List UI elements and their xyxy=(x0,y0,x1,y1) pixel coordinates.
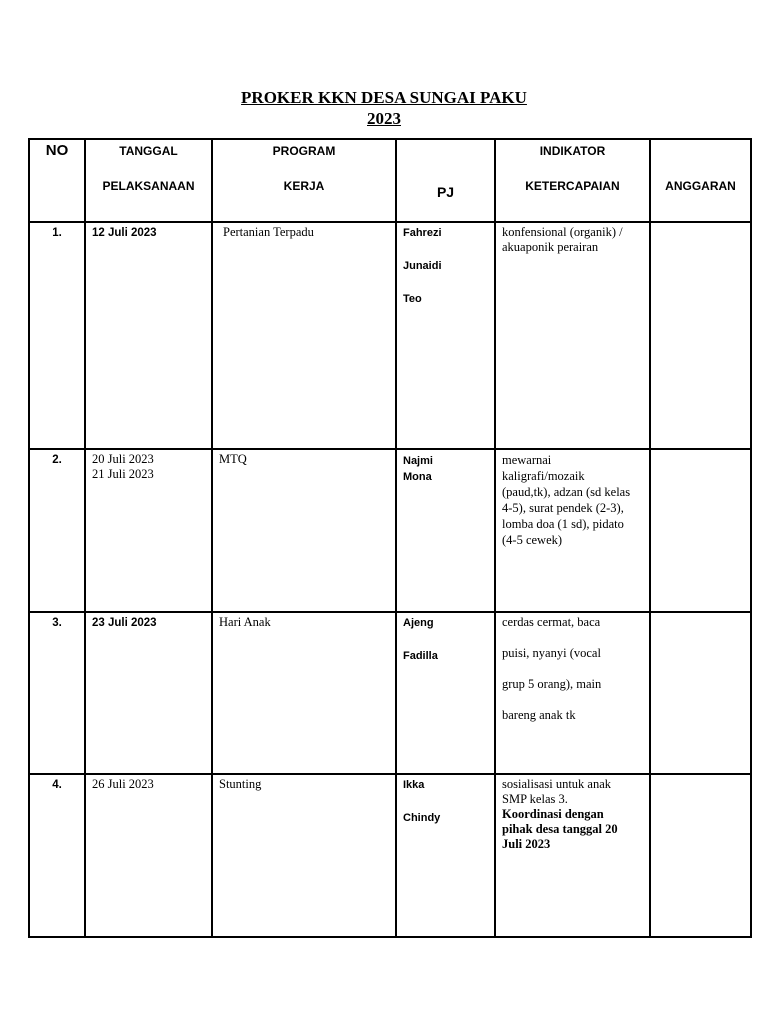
header-tanggal xyxy=(85,139,212,222)
date: 12 Juli 2023 xyxy=(92,227,157,239)
indikator-text: akuaponik perairan xyxy=(502,240,599,254)
pj-name: Fahrezi xyxy=(403,227,442,239)
date-cell xyxy=(85,222,212,449)
indikator-text: lomba doa (1 sd), pidato xyxy=(502,517,624,531)
row-number: 1. xyxy=(52,227,62,239)
indikator-text: (4-5 cewek) xyxy=(502,533,563,547)
program-name: Hari Anak xyxy=(219,615,271,629)
program-name: Stunting xyxy=(219,777,262,791)
table-row xyxy=(29,774,751,937)
indikator-cell xyxy=(495,222,650,449)
document-title: PROKER KKN DESA SUNGAI PAKU xyxy=(241,88,527,107)
pj-name: Fadilla xyxy=(403,650,438,662)
header-no xyxy=(29,139,85,222)
header-indikator xyxy=(495,139,650,222)
anggaran-cell xyxy=(650,774,751,937)
row-number: 4. xyxy=(52,779,62,791)
header-anggaran xyxy=(650,139,751,222)
indikator-text: 4-5), surat pendek (2-3), xyxy=(502,501,624,515)
row-number: 3. xyxy=(52,617,62,629)
table-row xyxy=(29,612,751,774)
date-cell xyxy=(85,774,212,937)
row-number: 2. xyxy=(52,454,62,466)
pj-name: Ikka xyxy=(403,779,425,791)
date-cell xyxy=(85,612,212,774)
program-cell xyxy=(212,612,396,774)
header-ketercapaian-label: KETERCAPAIAN xyxy=(525,179,620,193)
pj-cell xyxy=(396,774,495,937)
row-number-cell xyxy=(29,774,85,937)
program-cell xyxy=(212,222,396,449)
date: 20 Juli 2023 xyxy=(92,452,154,466)
pj-name: Ajeng xyxy=(403,617,434,629)
program-name: Pertanian Terpadu xyxy=(223,225,314,239)
anggaran-cell xyxy=(650,612,751,774)
header-indikator-label: INDIKATOR xyxy=(539,144,606,158)
program-cell xyxy=(212,774,396,937)
indikator-text: sosialisasi untuk anak xyxy=(502,777,612,791)
header-program-label: PROGRAM xyxy=(272,144,336,158)
row-number-cell xyxy=(29,449,85,612)
indikator-cell xyxy=(495,449,650,612)
header-tanggal-label: TANGGAL xyxy=(119,144,178,158)
anggaran-cell xyxy=(650,222,751,449)
header-pelaksanaan-label: PELAKSANAAN xyxy=(102,179,195,193)
header-program xyxy=(212,139,396,222)
row-number-cell xyxy=(29,222,85,449)
table-row xyxy=(29,449,751,612)
header-no-label: NO xyxy=(45,142,69,159)
date: 21 Juli 2023 xyxy=(92,467,154,481)
indikator-bold-text: Juli 2023 xyxy=(502,837,551,851)
header-row xyxy=(29,139,751,222)
pj-cell xyxy=(396,222,495,449)
pj-name: Teo xyxy=(403,293,422,305)
indikator-cell xyxy=(495,612,650,774)
indikator-text: SMP kelas 3. xyxy=(502,792,568,806)
indikator-text: bareng anak tk xyxy=(502,708,576,722)
indikator-text: grup 5 orang), main xyxy=(502,677,602,691)
pj-cell xyxy=(396,449,495,612)
date: 26 Juli 2023 xyxy=(92,777,154,791)
indikator-bold-text: Koordinasi dengan xyxy=(502,807,604,821)
indikator-bold-text: pihak desa tanggal 20 xyxy=(502,822,618,836)
program-name: MTQ xyxy=(219,452,247,466)
header-pj xyxy=(396,139,495,222)
table-row xyxy=(29,222,751,449)
indikator-cell xyxy=(495,774,650,937)
pj-cell xyxy=(396,612,495,774)
indikator-text: kaligrafi/mozaik xyxy=(502,469,585,483)
row-number-cell xyxy=(29,612,85,774)
program-cell xyxy=(212,449,396,612)
pj-name: Chindy xyxy=(403,812,441,824)
proker-table xyxy=(28,138,752,938)
document-year: 2023 xyxy=(367,109,401,128)
pj-name: Najmi xyxy=(403,455,433,467)
pj-name: Mona xyxy=(403,471,432,483)
header-pj-label: PJ xyxy=(436,184,455,200)
pj-name: Junaidi xyxy=(403,260,442,272)
header-anggaran-label: ANGGARAN xyxy=(665,179,736,193)
date: 23 Juli 2023 xyxy=(92,617,157,629)
date-cell xyxy=(85,449,212,612)
indikator-text: (paud,tk), adzan (sd kelas xyxy=(502,485,631,499)
anggaran-cell xyxy=(650,449,751,612)
indikator-text: cerdas cermat, baca xyxy=(502,615,601,629)
indikator-text: konfensional (organik) / xyxy=(502,225,623,239)
header-kerja-label: KERJA xyxy=(283,179,325,193)
indikator-text: mewarnai xyxy=(502,453,552,467)
indikator-text: puisi, nyanyi (vocal xyxy=(502,646,601,660)
